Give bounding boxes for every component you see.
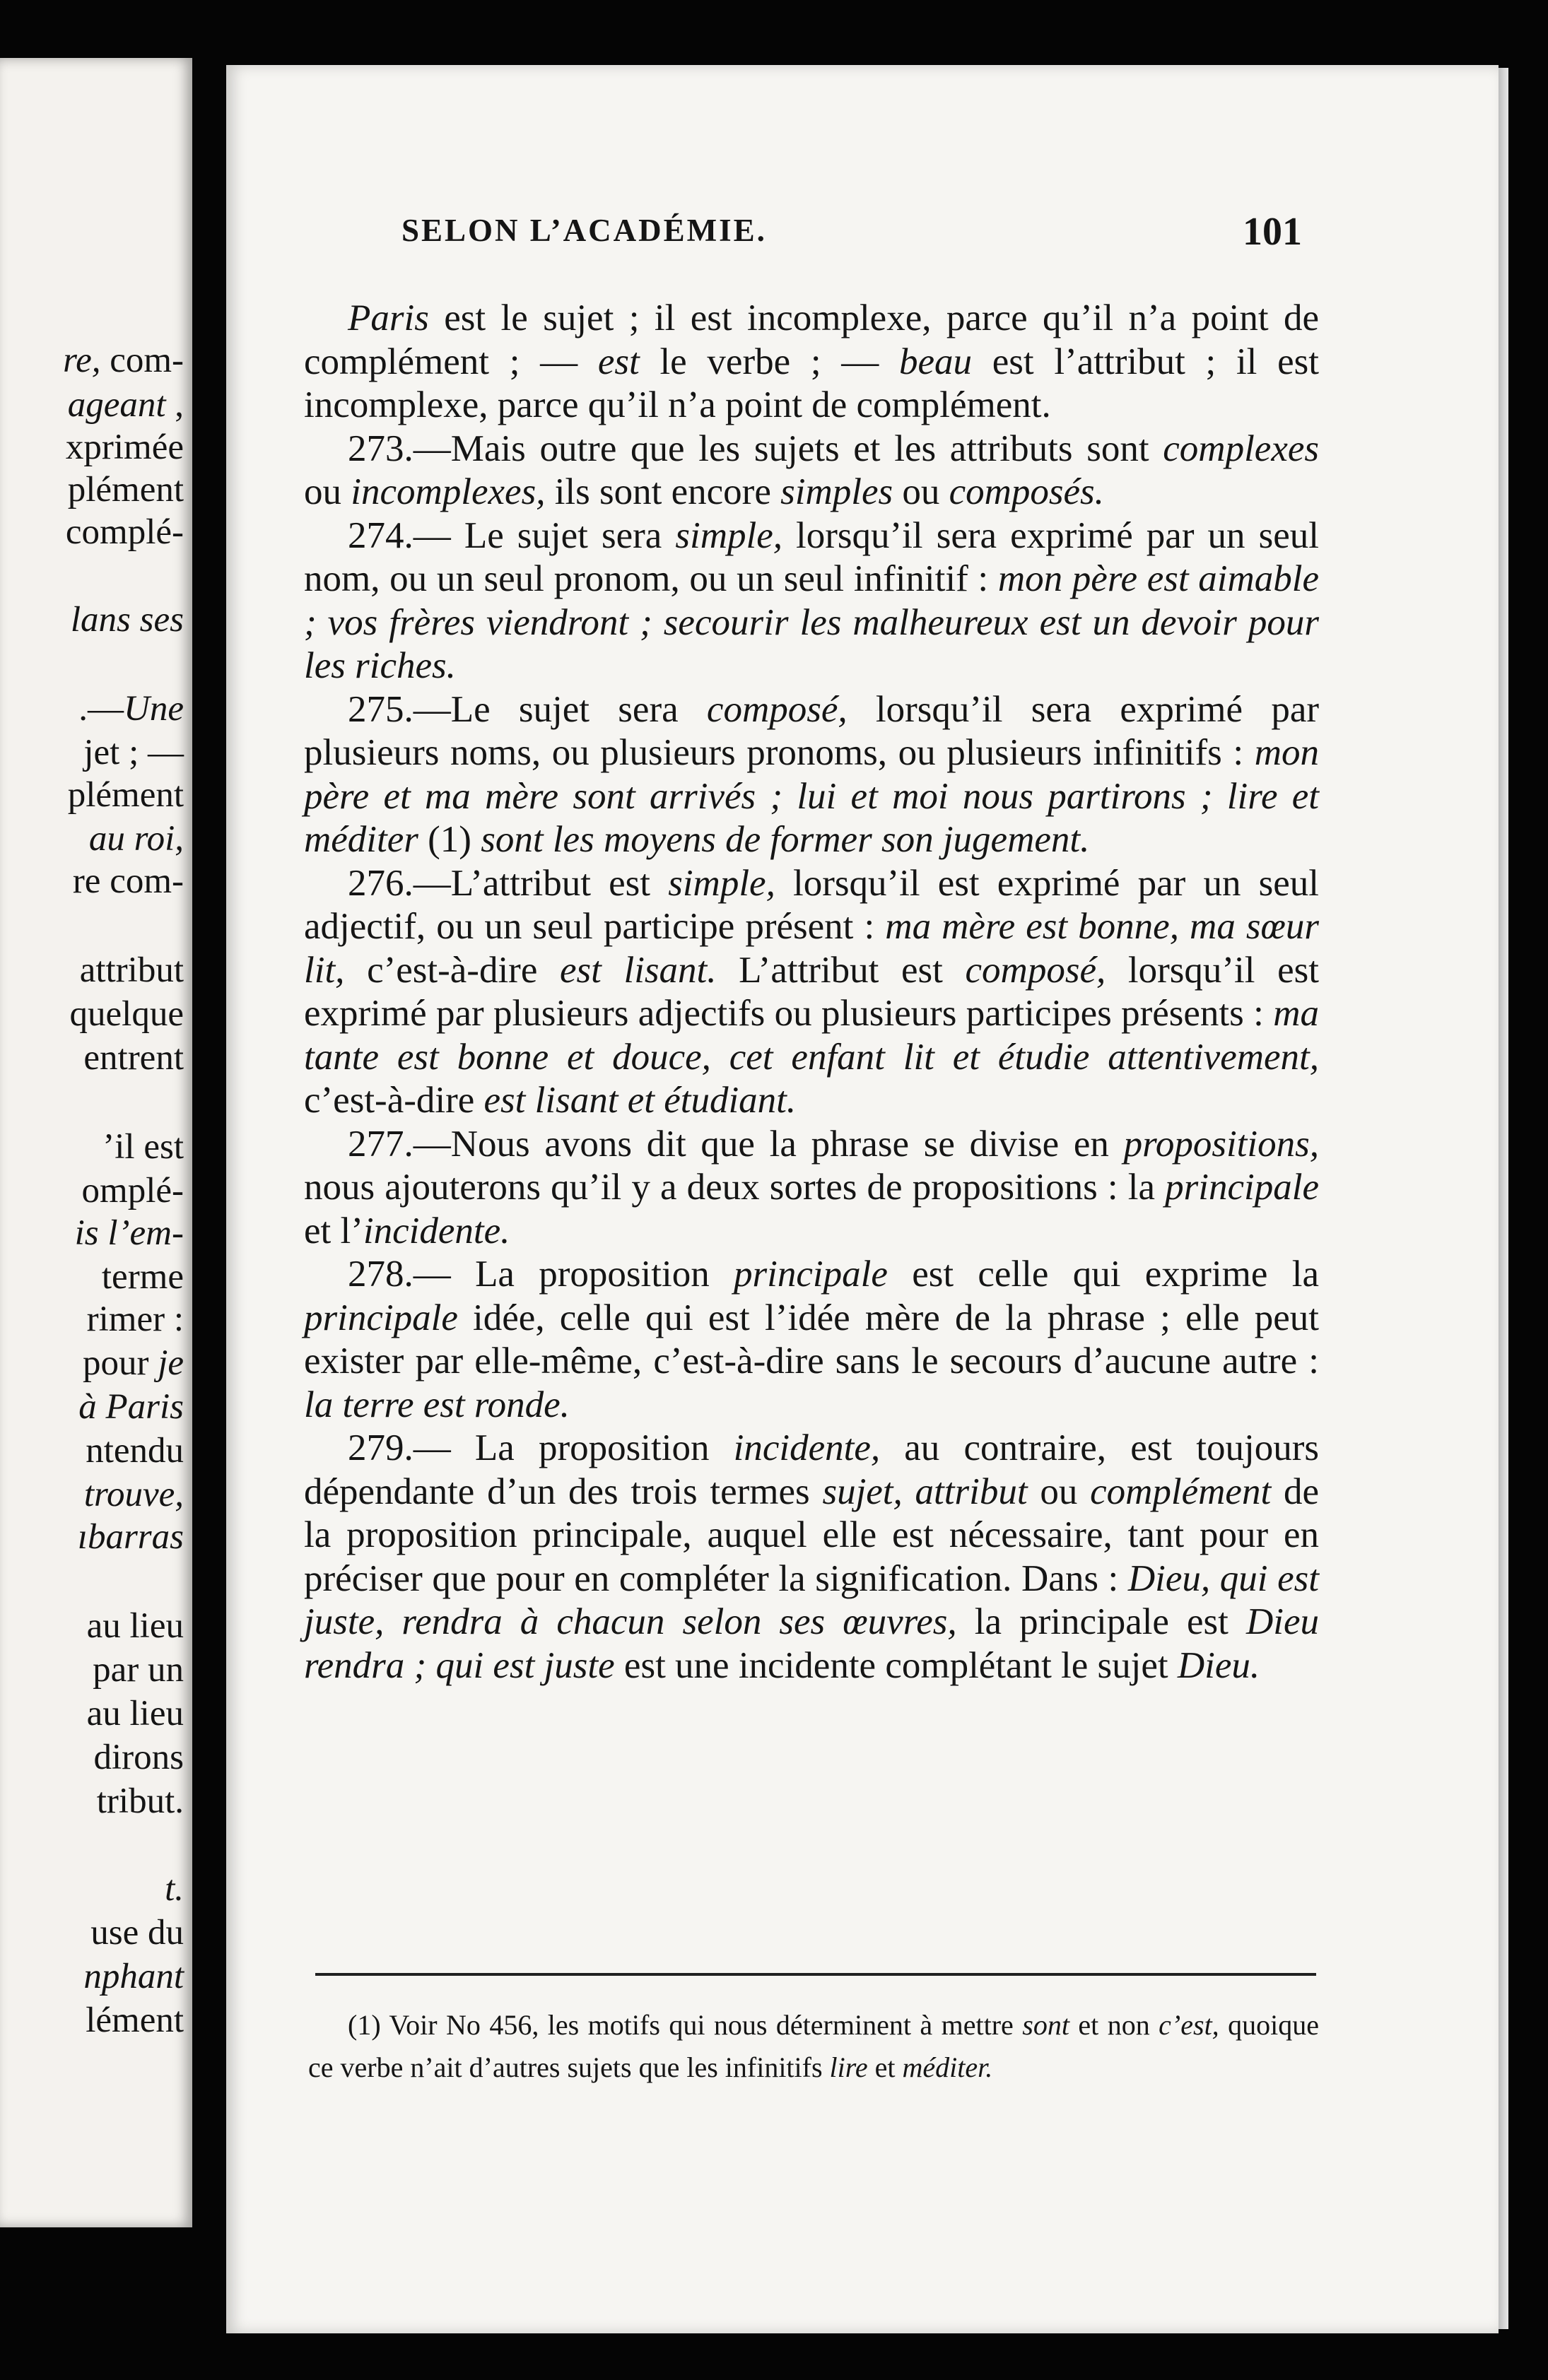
term: est bbox=[597, 341, 640, 382]
facing-page-fragment bbox=[63, 343, 184, 379]
facing-page-fragment bbox=[83, 1959, 184, 1995]
example: mon père est aimable ; vos frères viendront ; secourir les malheureux est un devoir pour les riches. bbox=[304, 558, 1320, 686]
term: complément bbox=[1090, 1471, 1272, 1512]
text-run: ou bbox=[304, 471, 351, 512]
fragment-roman: complé- bbox=[65, 512, 184, 552]
text-run: ils sont encore bbox=[545, 471, 781, 512]
fragment-roman: pour bbox=[82, 1343, 158, 1383]
paragraph-273 bbox=[304, 428, 1319, 514]
facing-page-fragment bbox=[86, 2003, 184, 2039]
fragment-italic: is l’em- bbox=[74, 1213, 184, 1253]
text-run: est le sujet ; il est incomplexe, parce qu’il n’a point de complément ; — bbox=[304, 298, 1319, 382]
fragment-roman: ’il est bbox=[102, 1127, 184, 1167]
term: propositions, bbox=[1123, 1123, 1319, 1165]
fragment-italic: ıbarras bbox=[77, 1517, 184, 1557]
facing-page-fragment bbox=[66, 514, 184, 550]
facing-page-fragment bbox=[93, 1652, 184, 1688]
fragment-italic: ageant bbox=[67, 385, 166, 425]
example: est lisant et étudiant. bbox=[483, 1080, 797, 1121]
text-run: ou bbox=[893, 471, 949, 512]
facing-page-fragment bbox=[90, 1915, 184, 1951]
page-edge-shadow bbox=[1499, 68, 1508, 2329]
paragraph-277 bbox=[304, 1123, 1319, 1254]
paragraph-intro bbox=[304, 297, 1319, 428]
term: composé, bbox=[706, 688, 848, 730]
footnote-ref: (1) bbox=[418, 819, 481, 860]
facing-page-fragment bbox=[83, 735, 184, 771]
text-run: quoique ce verbe n’ait d’autres sujets que les infinitifs bbox=[308, 2009, 1320, 2083]
term: principale bbox=[304, 1297, 458, 1338]
example: Dieu, qui est juste, rendra à chacun selon ses œuvres, bbox=[304, 1557, 1319, 1642]
text-run: la principale est bbox=[956, 1601, 1246, 1642]
text-run: idée, celle qui est l’idée mère de la phrase ; elle peut exister par elle-même, c’est-à-dire sans le secours d’aucune autre : bbox=[304, 1297, 1319, 1382]
fragment-roman: omplé- bbox=[81, 1171, 184, 1210]
fragment-roman: attribut bbox=[79, 950, 184, 990]
fragment-roman: re com- bbox=[72, 861, 184, 901]
text-run: c’est-à-dire bbox=[344, 949, 560, 991]
facing-page-fragment bbox=[75, 1215, 184, 1251]
term: simples bbox=[780, 471, 893, 512]
facing-page-fragment bbox=[68, 472, 184, 508]
facing-page-fragment bbox=[86, 1433, 184, 1469]
fragment-roman: au lieu bbox=[86, 1606, 184, 1646]
paragraph-274 bbox=[304, 514, 1319, 688]
page-number: 101 bbox=[1243, 210, 1302, 254]
facing-page-fragment bbox=[165, 1871, 184, 1907]
fragment-roman: , bbox=[165, 385, 184, 425]
fragment-italic: au roi, bbox=[88, 819, 184, 859]
term: méditer. bbox=[902, 2051, 993, 2083]
text-run: (1) Voir No 456, les motifs qui nous déterminent à mettre bbox=[348, 2009, 1023, 2041]
fragment-roman: au lieu bbox=[86, 1694, 184, 1733]
term: beau bbox=[899, 341, 973, 382]
fragment-roman: dirons bbox=[93, 1738, 184, 1777]
fragment-italic: re, bbox=[63, 341, 101, 380]
fragment-italic: je bbox=[158, 1343, 184, 1383]
text-run: ou bbox=[1027, 1471, 1091, 1512]
fragment-roman: plément bbox=[67, 775, 184, 815]
facing-page-fragment bbox=[83, 1040, 184, 1076]
text-run: et bbox=[867, 2051, 903, 2083]
footnote-rule bbox=[315, 1973, 1316, 1976]
fragment-roman: lément bbox=[86, 2001, 184, 2040]
text-run: est l’attribut ; il est incomplexe, parce qu’il n’a point de complément. bbox=[304, 341, 1319, 425]
fragment-roman: com- bbox=[100, 341, 184, 380]
facing-page-fragment bbox=[94, 1740, 184, 1776]
fragment-roman: ntendu bbox=[86, 1431, 184, 1471]
term: sont bbox=[1022, 2009, 1069, 2041]
term: simple, bbox=[675, 514, 782, 556]
paragraph-278 bbox=[304, 1253, 1319, 1427]
text-run: lorsqu’il sera exprimé par plusieurs noms, ou plusieurs pronoms, ou plusieurs infinitifs : bbox=[304, 688, 1319, 773]
text-run: de la proposition principale, auquel elle est nécessaire, tant pour en préciser que pour en compléter la signification. Dans : bbox=[304, 1471, 1319, 1599]
fragment-roman: quelque bbox=[69, 994, 184, 1034]
term: complexes bbox=[1163, 428, 1319, 469]
facing-page-fragment bbox=[66, 430, 184, 466]
facing-page-fragment bbox=[68, 387, 184, 423]
text-run: 278.— La proposition bbox=[348, 1254, 734, 1295]
text-run: lorsqu’il est exprimé par un seul adjectif, ou un seul participe présent : bbox=[304, 862, 1320, 947]
fragment-roman: .— bbox=[78, 689, 124, 729]
text-run: nous ajouterons qu’il y a deux sortes de propositions : la bbox=[304, 1167, 1166, 1208]
text-run: 273.—Mais outre que les sujets et les attributs sont bbox=[348, 428, 1163, 469]
text-run: 275.—Le sujet sera bbox=[348, 688, 707, 730]
facing-page-fragment bbox=[78, 1519, 184, 1555]
term: c’est, bbox=[1159, 2009, 1219, 2041]
facing-page-fragment bbox=[83, 1345, 184, 1382]
text-run: et non bbox=[1069, 2009, 1159, 2041]
term: composé, bbox=[965, 949, 1106, 991]
fragment-roman: plément bbox=[67, 470, 184, 509]
fragment-roman: use du bbox=[90, 1913, 184, 1952]
facing-page-fragment bbox=[72, 861, 184, 901]
fragment-italic: à Paris bbox=[78, 1387, 184, 1427]
example: la terre est ronde. bbox=[304, 1384, 570, 1425]
fragment-italic: lans ses bbox=[70, 600, 184, 640]
fragment-italic: nphant bbox=[83, 1957, 184, 1996]
term: lire bbox=[829, 2051, 868, 2083]
fragment-roman: jet ; — bbox=[83, 733, 184, 772]
term: Paris bbox=[348, 298, 429, 338]
facing-page-fragment bbox=[87, 1696, 184, 1732]
example: mon père et ma mère sont arrivés ; lui et moi nous partirons ; lire et méditer bbox=[304, 732, 1319, 860]
term: incidente, bbox=[733, 1427, 881, 1468]
term: principale bbox=[734, 1254, 888, 1295]
term: incidente. bbox=[363, 1210, 510, 1251]
fragment-roman: rimer : bbox=[86, 1300, 184, 1339]
facing-page-edge bbox=[0, 58, 192, 2227]
term: composés. bbox=[949, 471, 1104, 512]
fragment-roman: tribut. bbox=[96, 1781, 184, 1821]
fragment-italic: t. bbox=[165, 1869, 184, 1909]
term: sujet, attribut bbox=[822, 1471, 1028, 1512]
text-run: L’attribut est bbox=[716, 949, 966, 991]
facing-page-fragment bbox=[68, 777, 184, 813]
fragment-roman: entrent bbox=[83, 1038, 184, 1078]
example: ma tante est bonne et douce, cet enfant lit et étudie attentivement, bbox=[304, 993, 1319, 1078]
text-run: est une incidente complétant le sujet bbox=[614, 1644, 1178, 1686]
paragraph-275 bbox=[304, 688, 1319, 862]
paragraph-279 bbox=[304, 1427, 1319, 1687]
text-run: lorsqu’il est exprimé par plusieurs adjectifs ou plusieurs participes présents : bbox=[304, 949, 1319, 1034]
footnote bbox=[308, 2004, 1319, 2089]
text-run: lorsqu’il sera exprimé par un seul nom, ou un seul pronom, ou un seul infinitif : bbox=[304, 514, 1319, 599]
book-gutter bbox=[192, 49, 226, 2254]
term: simple, bbox=[668, 862, 775, 904]
example: ma mère est bonne, ma sœur lit, bbox=[304, 906, 1320, 991]
term: incomplexes, bbox=[351, 471, 546, 512]
text-run: c’est-à-dire bbox=[304, 1080, 484, 1121]
facing-page-fragment bbox=[78, 691, 184, 727]
facing-page-fragment bbox=[89, 821, 184, 857]
example: sont les moyens de former son jugement. bbox=[481, 819, 1090, 860]
fragment-roman: terme bbox=[101, 1257, 184, 1297]
facing-page-fragment bbox=[79, 950, 184, 990]
facing-page-fragment bbox=[78, 1389, 184, 1425]
facing-page-fragment bbox=[82, 1173, 184, 1209]
fragment-roman: xprimée bbox=[65, 428, 184, 467]
text-run: 277.—Nous avons dit que la phrase se divise en bbox=[348, 1123, 1124, 1165]
fragment-roman: par un bbox=[93, 1650, 184, 1690]
facing-page-fragment bbox=[87, 1302, 184, 1338]
text-run: au contraire, est toujours dépendante d’un des trois termes bbox=[304, 1427, 1319, 1512]
paragraph-276 bbox=[304, 862, 1319, 1123]
facing-page-fragment bbox=[87, 1608, 184, 1644]
text-run: 276.—L’attribut est bbox=[348, 862, 669, 904]
main-text bbox=[304, 297, 1319, 1687]
text-run: et l’ bbox=[304, 1210, 363, 1251]
facing-page-fragment bbox=[96, 1781, 184, 1821]
facing-page-fragment bbox=[70, 996, 184, 1032]
facing-page-fragment bbox=[71, 602, 184, 638]
text-run: le verbe ; — bbox=[639, 341, 899, 382]
fragment-italic: trouve, bbox=[83, 1475, 184, 1514]
example: est lisant. bbox=[559, 949, 717, 991]
example: Dieu. bbox=[1177, 1644, 1260, 1686]
facing-page-fragment bbox=[102, 1259, 184, 1295]
text-run: 274.— Le sujet sera bbox=[348, 514, 676, 556]
fragment-italic: Une bbox=[124, 689, 184, 729]
term: principale bbox=[1165, 1167, 1319, 1208]
facing-page-fragment bbox=[84, 1477, 184, 1513]
example: Dieu rendra ; qui est juste bbox=[304, 1601, 1319, 1686]
text-run: est celle qui exprime la bbox=[887, 1254, 1319, 1295]
running-head: SELON L’ACADÉMIE. bbox=[401, 213, 767, 248]
text-run: 279.— La proposition bbox=[348, 1427, 734, 1468]
facing-page-fragment bbox=[102, 1129, 184, 1165]
